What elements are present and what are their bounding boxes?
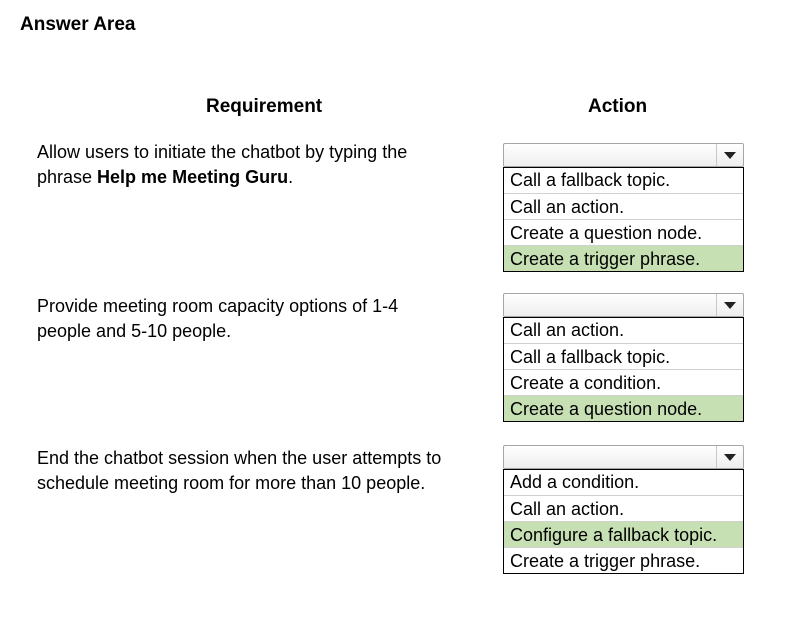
action-dropdown-1[interactable] [503, 143, 744, 167]
option-call-fallback-topic[interactable]: Call a fallback topic. [504, 343, 743, 369]
action-dropdown-3[interactable] [503, 445, 744, 469]
requirement-text-2 [37, 294, 447, 344]
option-create-condition[interactable]: Create a condition. [504, 369, 743, 395]
option-create-trigger-phrase[interactable]: Create a trigger phrase. [504, 245, 743, 271]
requirement-text-1 [37, 140, 437, 190]
option-call-an-action[interactable]: Call an action. [504, 193, 743, 219]
requirement-text-part: Allow users to initiate the chatbot by typing the phrase [37, 142, 408, 187]
option-add-condition[interactable]: Add a condition. [510, 472, 640, 492]
action-options-list-2 [503, 317, 744, 422]
requirement-bold-phrase: Help me Meeting Guru [97, 167, 289, 187]
option-create-trigger-phrase[interactable]: Create a trigger phrase. [504, 547, 743, 573]
option-call-an-action[interactable]: Call an action. [504, 495, 743, 521]
option-configure-fallback-topic[interactable]: Configure a fallback topic. [504, 521, 743, 547]
chevron-down-icon[interactable] [716, 294, 743, 316]
requirement-text-part: End the chatbot session when the user attempts to schedule meeting room for more than 10 people. [37, 448, 442, 493]
requirement-text-part: Provide meeting room capacity options of 1-4 people and 5-10 people. [37, 296, 399, 341]
chevron-down-icon[interactable] [716, 144, 743, 166]
requirement-column-header: Requirement [206, 96, 323, 117]
chevron-down-icon[interactable] [716, 446, 743, 468]
requirement-text-part: . [288, 167, 294, 187]
requirement-text-3 [37, 446, 482, 496]
option-create-question-node[interactable]: Create a question node. [504, 395, 743, 421]
action-options-list-3 [503, 469, 744, 574]
option-create-question-node[interactable]: Create a question node. [504, 219, 743, 245]
answer-area-title: Answer Area [20, 14, 136, 35]
option-call-fallback-topic[interactable]: Call a fallback topic. [510, 170, 671, 190]
option-call-an-action[interactable]: Call an action. [510, 320, 625, 340]
action-options-list-1 [503, 167, 744, 272]
action-column-header: Action [588, 96, 648, 117]
action-dropdown-2[interactable] [503, 293, 744, 317]
